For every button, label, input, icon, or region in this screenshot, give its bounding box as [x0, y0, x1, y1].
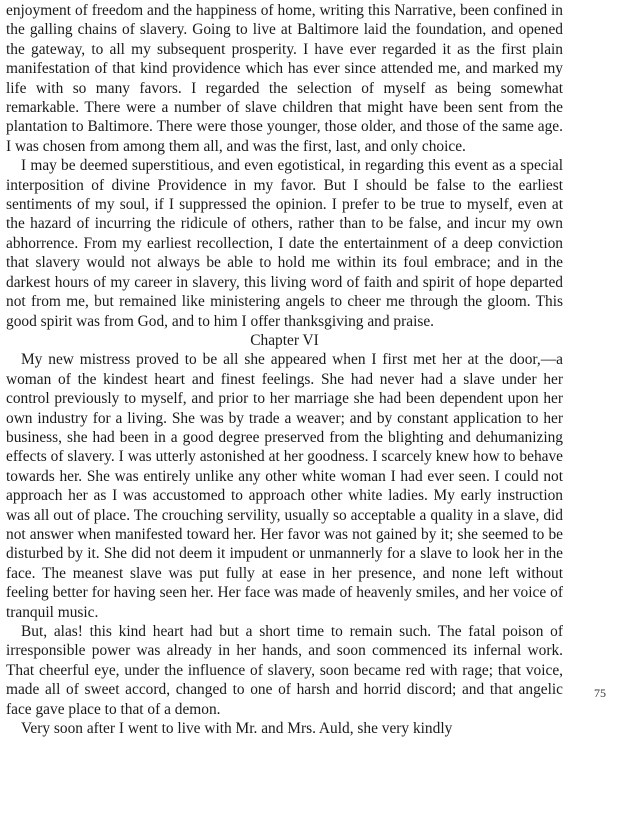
paragraph: But, alas! this kind heart had but a short time to remain such. The fatal poison of irresponsible power was already in her hands, and soon commenced its infernal work. That cheerful eye, under the influence of slavery, soon became red with rage; that voice, made all of sweet accord, changed to one of harsh and horrid discord; and that angelic face gave place to that of a demon.	[6, 623, 563, 718]
paragraph: My new mistress proved to be all she appeared when I first met her at the door,—a woman of the kindest heart and finest feelings. She had never had a slave under her control previously to myself, and prior to her marriage she had been dependent upon her own industry for a living. She was by trade a weaver; and by constant application to her business, she had been in a good degree preserved from the blighting and dehumanizing effects of slavery. I was utterly astonished at her goodness. I scarcely knew how to behave towards her. She was entirely unlike any other white woman I had ever seen. I could not approach her as I was accustomed to approach other white ladies. My early instruction was all out of place. The crouching servility, usually so acceptable a quality in a slave, did not answer when manifested toward her. Her favor was not gained by it; she seemed to be disturbed by it. She did not deem it impudent or unmannerly for a slave to look her in the face. The meanest slave was put fully at ease in her presence, and none left without feeling better for having seen her. Her face was made of heavenly smiles, and her voice of tranquil music.	[6, 351, 563, 621]
paragraph: I may be deemed superstitious, and even egotistical, in regarding this event as a special interposition of divine Providence in my favor. But I should be false to the earliest sentiments of my soul, if I suppressed the opinion. I prefer to be true to myself, even at the hazard of incurring the ridicule of others, rather than to be false, and incur my own abhorrence. From my earliest recollection, I date the entertainment of a deep conviction that slavery would not always be able to hold me within its foul embrace; and in the darkest hours of my career in slavery, this living word of faith and spirit of hope departed not from me, but remained like ministering angels to cheer me through the gloom. This good spirit was from God, and to him I offer thanksgiving and praise.	[6, 157, 563, 330]
paragraph: enjoyment of freedom and the happiness of home, writing this Narrative, been confined in the galling chains of slavery. Going to live at Baltimore laid the foundation, and opened the gateway, to all my subsequent prosperity. I have ever regarded it as the first plain manifestation of that kind providence which has ever since attended me, and marked my life with so many favors. I regarded the selection of myself as being somewhat remarkable. There were a number of slave children that might have been sent from the plantation to Baltimore. There were those younger, those older, and those of the same age. I was chosen from among them all, and was the first, last, and only choice.	[6, 2, 563, 155]
paragraph: Very soon after I went to live with Mr. and Mrs. Auld, she very kindly	[21, 720, 453, 738]
chapter-heading: Chapter VI	[250, 331, 319, 349]
text-column	[6, 1, 563, 738]
page-number: 75	[594, 686, 606, 700]
